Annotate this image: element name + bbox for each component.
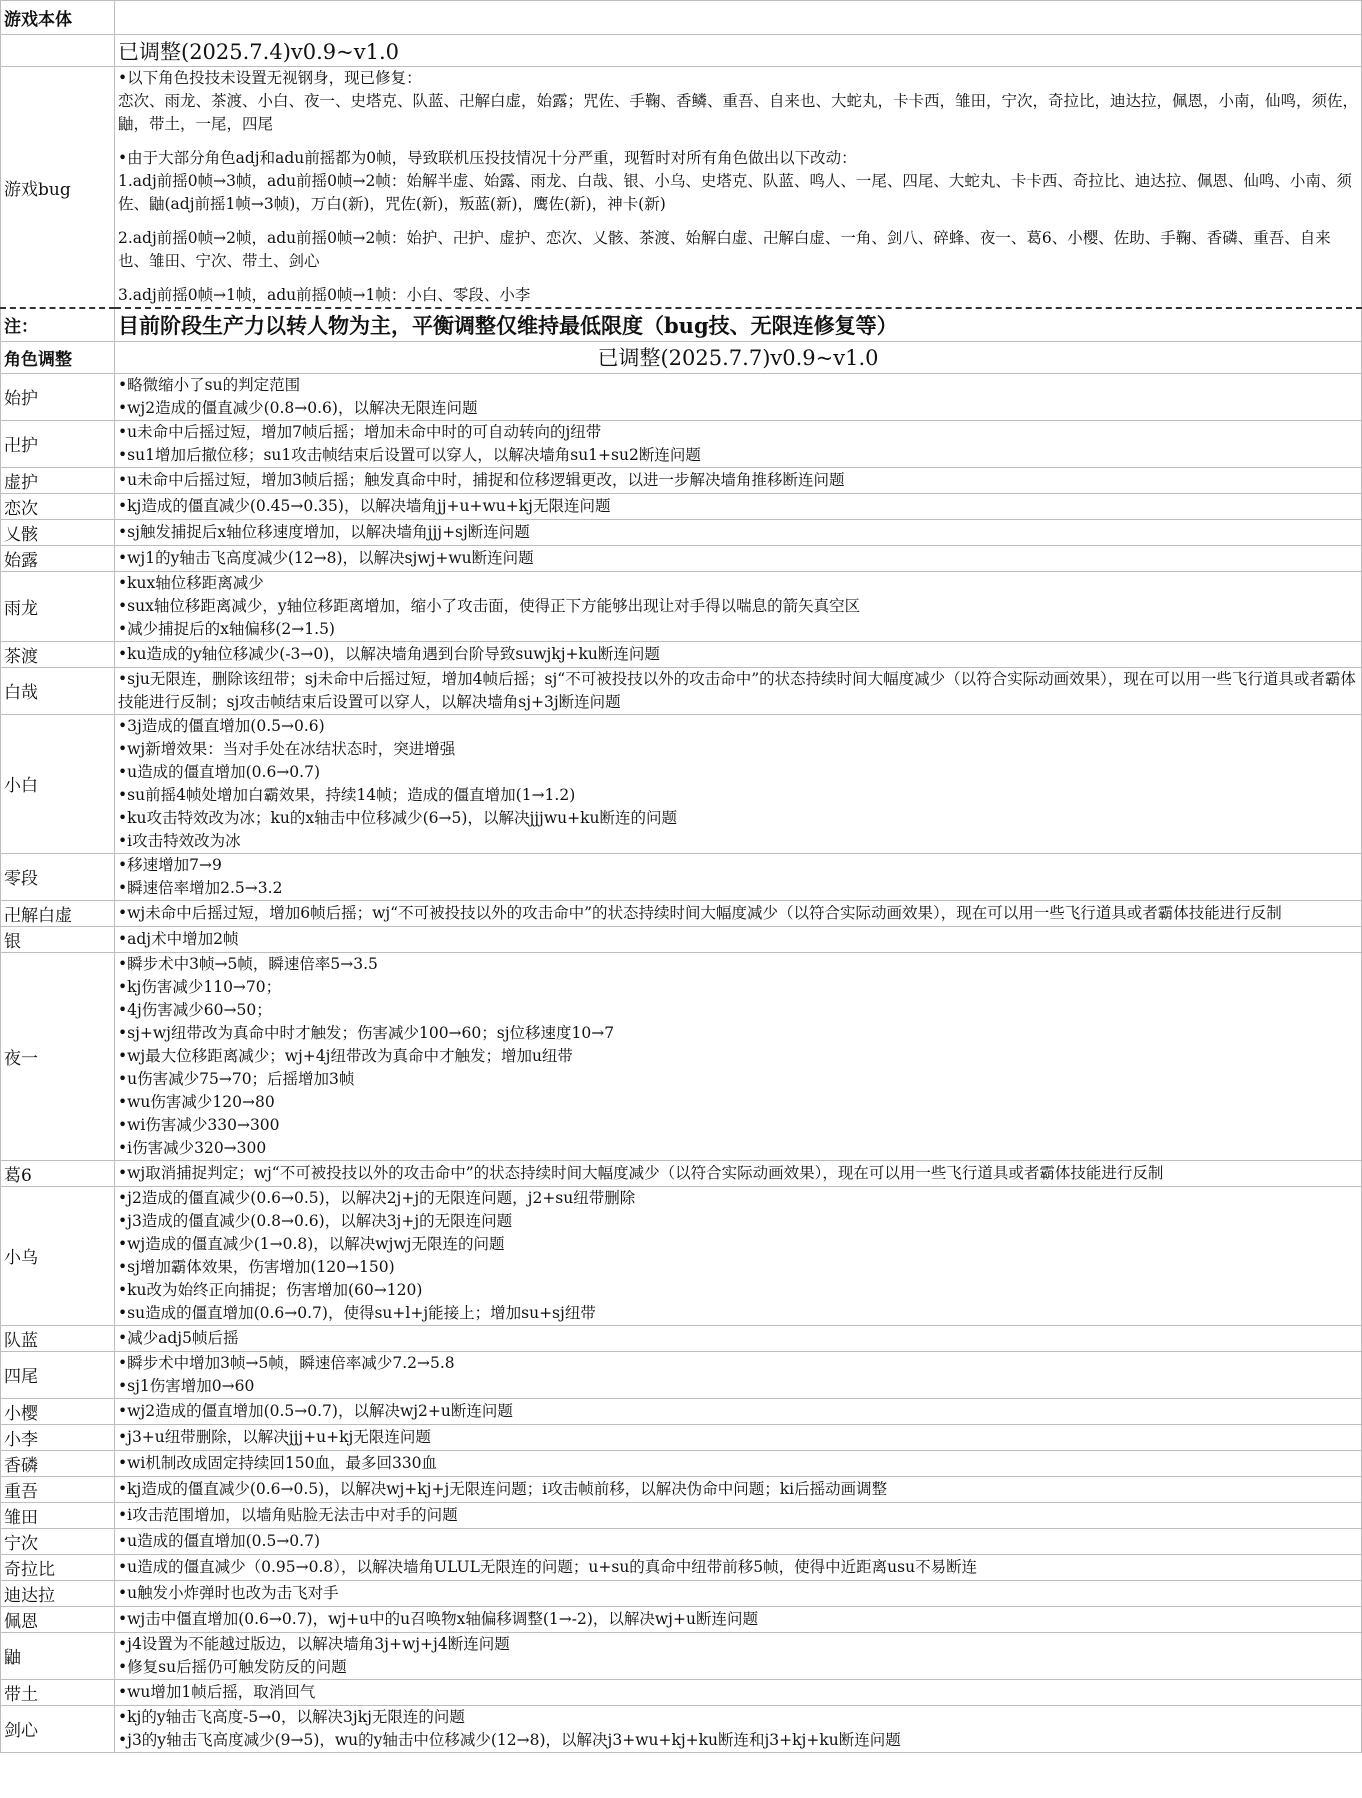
character-row (1, 641, 1362, 667)
adjustment-line: •ku攻击特效改为冰；ku的x轴击中位移减少(6→5)，以解决jjjwu+ku断连的问题 (118, 808, 677, 827)
adjustment-line: •adj术中增加2帧 (118, 929, 239, 948)
adjustment-cell (115, 667, 1362, 714)
adjustment-line: •wj取消捕捉判定；wj“不可被投技以外的攻击命中”的状态持续时间大幅度减少（以符合实际动画效果），现在可以用一些飞行道具或者霸体技能进行反制 (118, 1163, 1164, 1182)
adjustment-line: •sju无限连，删除该纽带；sj未命中后摇过短，增加4帧后摇；sj“不可被投技以外的攻击命中”的状态持续时间大幅度减少（以符合实际动画效果），现在可以用一些飞行道具或者霸体技能进行反制；sj攻击帧结束后设置可以穿人，以解决墙角sj+3j断连问题 (118, 669, 1356, 711)
adjustment-cell (115, 1398, 1362, 1424)
adjustment-line: •u造成的僵直增加(0.5→0.7) (118, 1531, 321, 1550)
adjustment-line: •j3造成的僵直减少(0.8→0.6)，以解决3j+j的无限连问题 (118, 1211, 513, 1230)
adjustment-line: •瞬步术中3帧→5帧，瞬速倍率5→3.5 (118, 954, 378, 973)
character-name: 队蓝 (1, 1325, 115, 1351)
bug-line: 3.adj前摇0帧→1帧，adu前摇0帧→1帧：小白、零段、小李 (118, 286, 531, 304)
bug-line: •以下角色投技未设置无视钢身，现已修复： (118, 69, 422, 87)
adjustment-line: •i伤害减少320→300 (118, 1138, 267, 1157)
character-row (1, 900, 1362, 926)
adjustment-line: •3j造成的僵直增加(0.5→0.6) (118, 716, 325, 735)
adjustment-line: •4j伤害减少60→50； (118, 1000, 272, 1019)
bug-line: 2.adj前摇0帧→2帧，adu前摇0帧→2帧：始护、卍护、虚护、恋次、乂骸、茶渡、始解白虚、卍解白虚、一角、剑八、碎蜂、夜一、葛6、小樱、佐助、手鞠、香磷、重吾、自来也、雏田、宁次、带土、剑心 (118, 229, 1331, 270)
character-row (1, 1476, 1362, 1502)
character-name: 葛6 (1, 1160, 115, 1186)
character-name: 始护 (1, 373, 115, 420)
character-row (1, 1528, 1362, 1554)
adjustment-cell (115, 373, 1362, 420)
character-name: 鼬 (1, 1632, 115, 1679)
section1-title: 游戏本体 (1, 1, 115, 35)
adjustment-line: •减少adj5帧后摇 (118, 1328, 239, 1347)
adjustment-line: •移速增加7→9 (118, 855, 222, 874)
character-name: 佩恩 (1, 1606, 115, 1632)
adjustment-cell (115, 1424, 1362, 1450)
adjustment-line: •sj增加霸体效果，伤害增加(120→150) (118, 1257, 395, 1276)
adjustment-line: •j3的y轴击飞高度减少(9→5)，wu的y轴击中位移减少(12→8)，以解决j3+wu+kj+ku断连和j3+kj+ku断连问题 (118, 1730, 901, 1749)
adjustment-line: •瞬步术中增加3帧→5帧，瞬速倍率减少7.2→5.8 (118, 1353, 455, 1372)
character-row (1, 373, 1362, 420)
adjustment-line: •kj造成的僵直减少(0.45→0.35)，以解决墙角jj+u+wu+kj无限连问题 (118, 496, 611, 515)
adjustment-cell (115, 926, 1362, 952)
character-name: 乂骸 (1, 519, 115, 545)
section1-version-blank (1, 35, 115, 67)
adjustment-line: •u未命中后摇过短，增加7帧后摇；增加未命中时的可自动转向的j纽带 (118, 422, 602, 441)
adjustment-cell (115, 571, 1362, 641)
adjustment-line: •u未命中后摇过短，增加3帧后摇；触发真命中时，捕捉和位移逻辑更改，以进一步解决墙角推移断连问题 (118, 470, 845, 489)
character-row (1, 1186, 1362, 1325)
adjustment-line: •u触发小炸弹时也改为击飞对手 (118, 1583, 339, 1602)
character-row (1, 1632, 1362, 1679)
adjustment-line: •wj1的y轴击飞高度减少(12→8)，以解决sjwj+wu断连问题 (118, 548, 534, 567)
character-row (1, 545, 1362, 571)
character-row (1, 1580, 1362, 1606)
character-name: 小白 (1, 714, 115, 853)
adjustment-line: •wj2造成的僵直增加(0.5→0.7)，以解决wj2+u断连问题 (118, 1401, 513, 1420)
adjustment-line: •su造成的僵直增加(0.6→0.7)，使得su+l+j能接上；增加su+sj纽带 (118, 1303, 596, 1322)
bug-description (115, 67, 1362, 309)
adjustment-line: •ku改为始终正向捕捉；伤害增加(60→120) (118, 1280, 423, 1299)
character-row (1, 1424, 1362, 1450)
character-name: 重吾 (1, 1476, 115, 1502)
character-row (1, 1398, 1362, 1424)
adjustment-line: •wj2造成的僵直减少(0.8→0.6)，以解决无限连问题 (118, 398, 478, 417)
character-name: 茶渡 (1, 641, 115, 667)
adjustment-line: •kux轴位移距离减少 (118, 573, 264, 592)
character-name: 小李 (1, 1424, 115, 1450)
adjustment-line: •略微缩小了su的判定范围 (118, 375, 301, 394)
adjustment-line: •sj触发捕捉后x轴位移速度增加，以解决墙角jjj+sj断连问题 (118, 522, 530, 541)
adjustment-line: •wj未命中后摇过短，增加6帧后摇；wj“不可被投技以外的攻击命中”的状态持续时间大幅度减少（以符合实际动画效果），现在可以用一些飞行道具或者霸体技能进行反制 (118, 903, 1282, 922)
bug-line: •由于大部分角色adj和adu前摇都为0帧，导致联机压投技情况十分严重，现暂时对所有角色做出以下改动： (118, 149, 857, 167)
adjustment-line: •sux轴位移距离减少，y轴位移距离增加，缩小了攻击面，使得正下方能够出现让对手得以喘息的箭矢真空区 (118, 596, 861, 615)
adjustment-line: •su前摇4帧处增加白霸效果，持续14帧；造成的僵直增加(1→1.2) (118, 785, 576, 804)
section2-title: 角色调整 (1, 341, 115, 373)
adjustment-cell (115, 714, 1362, 853)
character-row (1, 420, 1362, 467)
character-row (1, 493, 1362, 519)
character-row (1, 667, 1362, 714)
adjustment-cell (115, 900, 1362, 926)
adjustment-line: •i攻击特效改为冰 (118, 831, 241, 850)
character-name: 夜一 (1, 952, 115, 1160)
adjustment-cell (115, 1554, 1362, 1580)
adjustment-line: •u造成的僵直减少（0.95→0.8），以解决墙角ULUL无限连的问题；u+su的真命中纽带前移5帧，使得中近距离usu不易断连 (118, 1557, 978, 1576)
character-name: 恋次 (1, 493, 115, 519)
adjustment-cell (115, 493, 1362, 519)
character-row (1, 1450, 1362, 1476)
character-row (1, 1554, 1362, 1580)
adjustment-cell (115, 853, 1362, 900)
adjustment-line: •sj+wj纽带改为真命中时才触发；伤害减少100→60；sj位移速度10→7 (118, 1023, 615, 1042)
adjustment-cell (115, 519, 1362, 545)
adjustment-line: •减少捕捉后的x轴偏移(2→1.5) (118, 619, 335, 638)
adjustment-line: •kj的y轴击飞高度-5→0，以解决3jkj无限连的问题 (118, 1707, 465, 1726)
character-row (1, 853, 1362, 900)
character-name: 奇拉比 (1, 1554, 115, 1580)
adjustment-cell (115, 1351, 1362, 1398)
character-name: 银 (1, 926, 115, 952)
adjustment-line: •i攻击范围增加，以墙角贴脸无法击中对手的问题 (118, 1505, 458, 1524)
bug-line: 1.adj前摇0帧→3帧，adu前摇0帧→2帧：始解半虚、始露、雨龙、白哉、银、小乌、史塔克、队蓝、鸣人、一尾、四尾、大蛇丸、卡卡西、奇拉比、迪达拉、佩恩、仙鸣、小南、须佐、鼬(adj前摇1帧→3帧)，万白(新)，咒佐(新)，叛蓝(新)，鹰佐(新)，神卡(新) (118, 172, 1352, 213)
adjustment-line: •kj造成的僵直减少(0.6→0.5)，以解决wj+kj+j无限连问题；i攻击帧前移，以解决伪命中问题；ki后摇动画调整 (118, 1479, 888, 1498)
character-name: 卍解白虚 (1, 900, 115, 926)
adjustment-line: •u伤害减少75→70；后摇增加3帧 (118, 1069, 355, 1088)
character-row (1, 519, 1362, 545)
section1-header-blank (115, 1, 1362, 35)
adjustment-line: •wu伤害减少120→80 (118, 1092, 275, 1111)
adjustment-cell (115, 1186, 1362, 1325)
adjustment-line: •wi伤害减少330→300 (118, 1115, 280, 1134)
adjustment-cell (115, 1580, 1362, 1606)
bug-label: 游戏bug (1, 67, 115, 309)
character-name: 小乌 (1, 1186, 115, 1325)
adjustment-cell (115, 545, 1362, 571)
adjustment-cell (115, 1679, 1362, 1705)
bug-line: 恋次、雨龙、茶渡、小白、夜一、史塔克、队蓝、卍解白虚，始露；咒佐、手鞠、香鳞、重吾、自来也、大蛇丸，卡卡西，雏田，宁次，奇拉比，迪达拉，佩恩，小南，仙鸣，须佐，鼬，带土，一尾，四尾 (118, 92, 1359, 133)
adjustment-cell (115, 467, 1362, 493)
adjustment-line: •ku造成的y轴位移减少(-3→0)，以解决墙角遇到台阶导致suwjkj+ku断连问题 (118, 644, 660, 663)
character-name: 零段 (1, 853, 115, 900)
character-name: 雨龙 (1, 571, 115, 641)
adjustment-line: •j3+u纽带删除，以解决jjj+u+kj无限连问题 (118, 1427, 431, 1446)
note-text: 目前阶段生产力以转人物为主，平衡调整仅维持最低限度（bug技、无限连修复等） (115, 308, 1362, 341)
character-row (1, 714, 1362, 853)
character-row (1, 1351, 1362, 1398)
adjustment-line: •wj造成的僵直减少(1→0.8)，以解决wjwj无限连的问题 (118, 1234, 505, 1253)
note-label: 注： (1, 308, 115, 341)
character-name: 小樱 (1, 1398, 115, 1424)
character-name: 香磷 (1, 1450, 115, 1476)
character-name: 剑心 (1, 1705, 115, 1752)
character-row (1, 1502, 1362, 1528)
adjustment-line: •wi机制改成固定持续回150血，最多回330血 (118, 1453, 438, 1472)
adjustment-cell (115, 1450, 1362, 1476)
adjustment-line: •wj新增效果：当对手处在冰结状态时，突进增强 (118, 739, 456, 758)
adjustment-cell (115, 952, 1362, 1160)
adjustment-cell (115, 1528, 1362, 1554)
adjustment-line: •修复su后摇仍可触发防反的问题 (118, 1657, 347, 1676)
adjustment-line: •sj1伤害增加0→60 (118, 1376, 255, 1395)
character-row (1, 1705, 1362, 1752)
character-row (1, 571, 1362, 641)
character-name: 虚护 (1, 467, 115, 493)
character-row (1, 1679, 1362, 1705)
adjustment-line: •u造成的僵直增加(0.6→0.7) (118, 762, 321, 781)
character-row (1, 1606, 1362, 1632)
character-row (1, 1325, 1362, 1351)
character-row (1, 1160, 1362, 1186)
character-row (1, 952, 1362, 1160)
character-row (1, 467, 1362, 493)
character-name: 四尾 (1, 1351, 115, 1398)
adjustment-cell (115, 1705, 1362, 1752)
adjustment-cell (115, 1632, 1362, 1679)
character-name: 宁次 (1, 1528, 115, 1554)
character-name: 始露 (1, 545, 115, 571)
adjustment-line: •kj伤害减少110→70； (118, 977, 282, 996)
adjustment-cell (115, 641, 1362, 667)
adjustment-line: •wj击中僵直增加(0.6→0.7)，wj+u中的u召唤物x轴偏移调整(1→-2)，以解决wj+u断连问题 (118, 1609, 758, 1628)
adjustment-line: •wu增加1帧后摇，取消回气 (118, 1682, 316, 1701)
character-name: 雏田 (1, 1502, 115, 1528)
adjustment-cell (115, 1606, 1362, 1632)
adjustment-line: •瞬速倍率增加2.5→3.2 (118, 878, 283, 897)
adjustment-line: •j2造成的僵直减少(0.6→0.5)，以解决2j+j的无限连问题，j2+su纽带删除 (118, 1188, 636, 1207)
adjustment-cell (115, 1476, 1362, 1502)
adjustment-cell (115, 1502, 1362, 1528)
adjustment-cell (115, 420, 1362, 467)
character-name: 卍护 (1, 420, 115, 467)
character-name: 带土 (1, 1679, 115, 1705)
character-name: 白哉 (1, 667, 115, 714)
character-row (1, 926, 1362, 952)
adjustment-line: •su1增加后撤位移；su1攻击帧结束后设置可以穿人，以解决墙角su1+su2断连问题 (118, 445, 701, 464)
adjustment-cell (115, 1325, 1362, 1351)
adjustment-cell (115, 1160, 1362, 1186)
character-name: 迪达拉 (1, 1580, 115, 1606)
section2-version: 已调整(2025.7.7)v0.9~v1.0 (115, 341, 1362, 373)
adjustment-line: •wj最大位移距离减少；wj+4j纽带改为真命中才触发；增加u纽带 (118, 1046, 573, 1065)
section1-version: 已调整(2025.7.4)v0.9~v1.0 (115, 35, 1362, 67)
adjustment-line: •j4设置为不能越过版边，以解决墙角3j+wj+j4断连问题 (118, 1634, 510, 1653)
